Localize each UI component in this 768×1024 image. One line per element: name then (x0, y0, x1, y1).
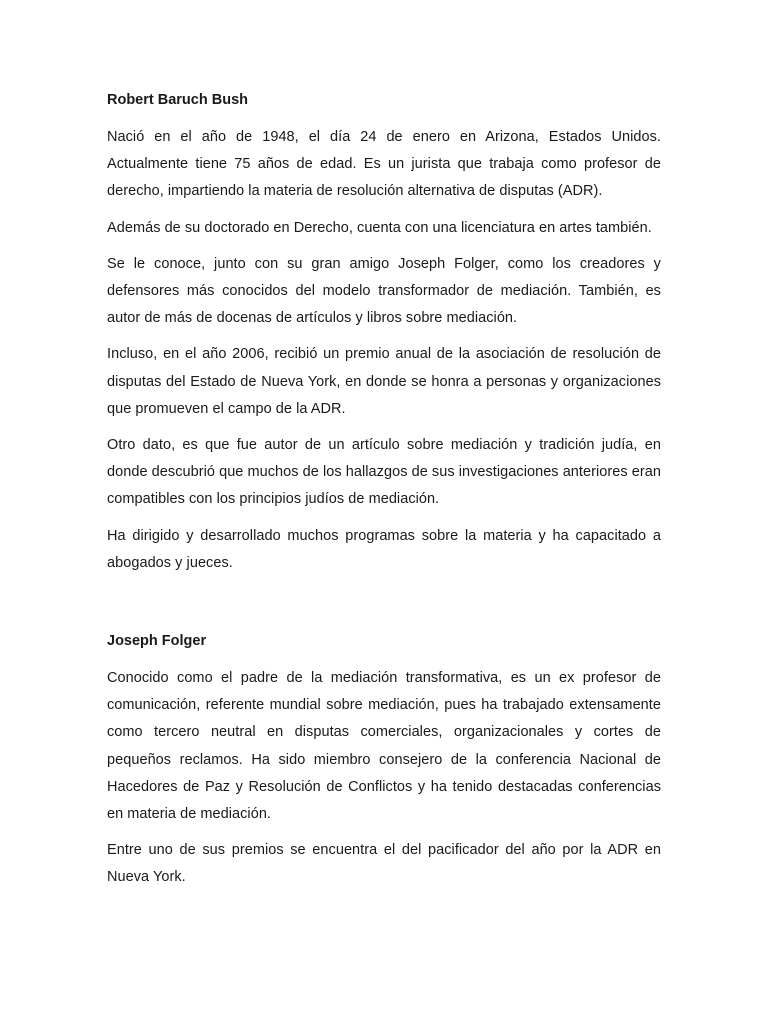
paragraph: Se le conoce, junto con su gran amigo Joseph Folger, como los creadores y defensores más conocidos del modelo transformador de mediación. También, es autor de más de docenas de artículos y libros sobre mediación. (107, 255, 661, 327)
paragraph: Entre uno de sus premios se encuentra el del pacificador del año por la ADR en Nueva York. (107, 842, 661, 886)
section-heading: Joseph Folger (107, 633, 207, 650)
paragraph: Nació en el año de 1948, el día 24 de enero en Arizona, Estados Unidos. Actualmente tiene 75 años de edad. Es un jurista que trabaja como profesor de derecho, impartiendo la materia de resolución alternativa de disputas (ADR). (107, 129, 661, 200)
section-spacer (107, 586, 661, 631)
paragraph: Otro dato, es que fue autor de un artículo sobre mediación y tradición judía, en donde descubrió que muchos de los hallazgos de sus investigaciones anteriores eran compatibles con los principios judíos de mediación. (107, 437, 661, 508)
section-joseph-folger (107, 631, 661, 892)
paragraph: Ha dirigido y desarrollado muchos programas sobre la materia y ha capacitado a abogados y jueces. (107, 527, 661, 571)
paragraph: Incluso, en el año 2006, recibió un premio anual de la asociación de resolución de disputas del Estado de Nueva York, en donde se honra a personas y organizaciones que promueven el campo de la ADR. (107, 346, 661, 417)
section-heading: Robert Baruch Bush (107, 92, 248, 108)
paragraph: Además de su doctorado en Derecho, cuenta con una licenciatura en artes también. (107, 219, 652, 236)
section-robert-bush (107, 90, 661, 577)
paragraph: Conocido como el padre de la mediación transformativa, es un ex profesor de comunicación, referente mundial sobre mediación, pues ha trabajado extensamente como tercero neutral en disputas comerciales, organizacionales y cortes de pequeños reclamos. Ha sido miembro consejero de la conferencia Nacional de Hacedores de Paz y Resolución de Conflictos y ha tenido destacadas conferencias en materia de mediación. (107, 670, 661, 823)
document-body (107, 90, 661, 901)
